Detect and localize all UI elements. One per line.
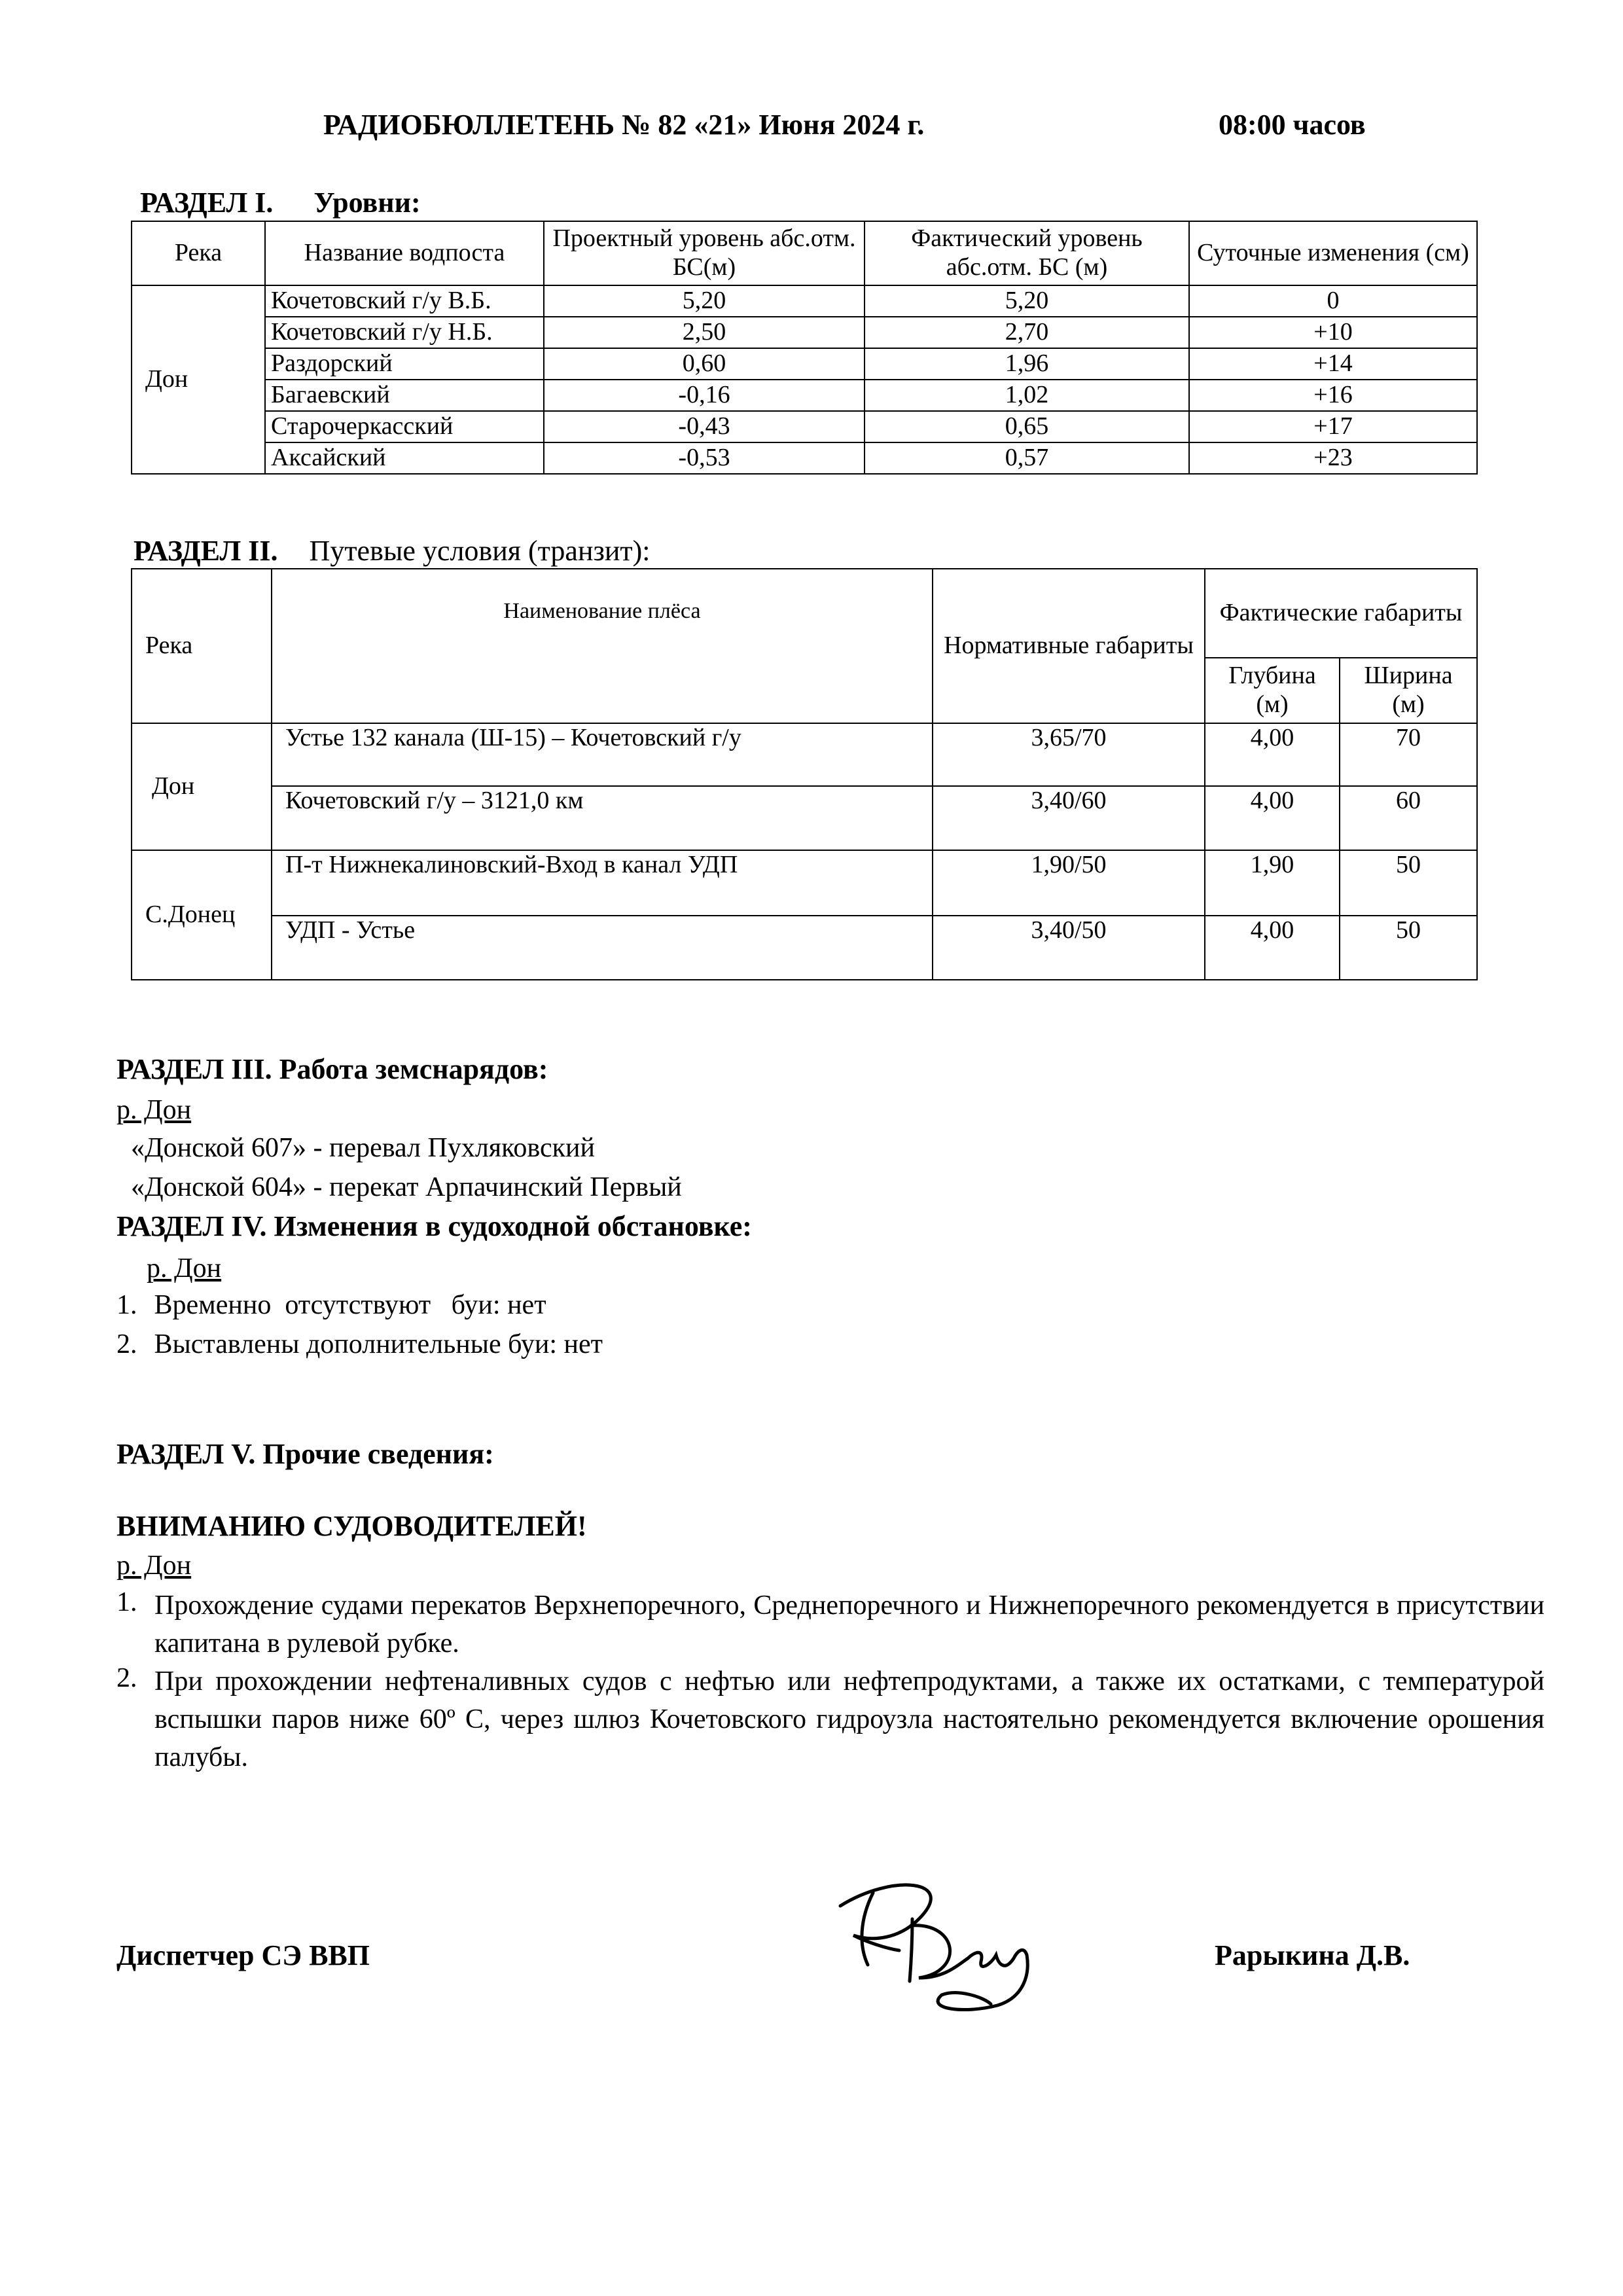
item-text: Выставлены дополнительные буи: нет <box>154 1329 603 1359</box>
actual-depth: 1,90 <box>1205 850 1340 916</box>
river-cell: С.Донец <box>132 850 272 980</box>
table-row <box>132 380 1477 411</box>
section3-river: р. Дон <box>116 1095 192 1125</box>
section1-subtitle: Уровни: <box>313 187 421 219</box>
table-row <box>132 317 1477 348</box>
design-level: -0,16 <box>544 380 865 411</box>
signer-position: Диспетчер СЭ ВВП <box>116 1939 370 1971</box>
item-number: 1. <box>116 1587 137 1617</box>
dredger-item: «Донской 604» - перекат Арпачинский Первый <box>131 1172 682 1202</box>
col-design-level: Проектный уровень абс.отм. БС(м) <box>544 221 865 285</box>
actual-level: 5,20 <box>865 285 1189 317</box>
design-level: 5,20 <box>544 285 865 317</box>
daily-change: +16 <box>1189 380 1477 411</box>
col-river: Река <box>132 569 272 723</box>
bulletin-time: 08:00 часов <box>1219 109 1366 141</box>
section2-heading <box>134 534 651 567</box>
reach-name: Кочетовский г/у – 3121,0 км <box>272 786 933 850</box>
actual-depth: 4,00 <box>1205 723 1340 786</box>
table-row <box>132 850 1477 916</box>
item-number: 1. <box>116 1290 137 1320</box>
post-name: Старочеркасский <box>265 411 544 442</box>
list-item <box>116 1329 603 1360</box>
col-daily-change: Суточные изменения (см) <box>1189 221 1477 285</box>
post-name: Кочетовский г/у Н.Б. <box>265 317 544 348</box>
normative-size: 3,65/70 <box>933 723 1205 786</box>
post-name: Раздорский <box>265 348 544 380</box>
actual-depth: 4,00 <box>1205 916 1340 980</box>
normative-size: 3,40/60 <box>933 786 1205 850</box>
section1-heading <box>140 186 421 219</box>
col-reach: Наименование плёса <box>272 569 933 723</box>
col-actual: Фактические габариты <box>1205 569 1477 658</box>
table-row <box>132 916 1477 980</box>
list-item <box>116 1662 1544 1776</box>
normative-size: 3,40/50 <box>933 916 1205 980</box>
table-row <box>132 723 1477 786</box>
normative-size: 1,90/50 <box>933 850 1205 916</box>
river-cell: Дон <box>132 285 265 474</box>
section3-heading: РАЗДЕЛ III. Работа земснарядов: <box>116 1053 548 1085</box>
design-level: -0,43 <box>544 411 865 442</box>
table-row <box>132 348 1477 380</box>
table-row <box>132 786 1477 850</box>
actual-level: 0,57 <box>865 442 1189 474</box>
table-row <box>132 285 1477 317</box>
list-item <box>116 1587 1544 1662</box>
section1-title: РАЗДЕЛ I. <box>140 187 274 219</box>
col-river: Река <box>132 221 265 285</box>
table-row <box>132 442 1477 474</box>
section4-heading: РАЗДЕЛ IV. Изменения в судоходной обстановке: <box>116 1210 752 1242</box>
actual-level: 1,96 <box>865 348 1189 380</box>
item-number: 2. <box>116 1663 137 1693</box>
design-level: 0,60 <box>544 348 865 380</box>
item-number: 2. <box>116 1329 137 1359</box>
reach-name: Устье 132 канала (Ш-15) – Кочетовский г/у <box>272 723 933 786</box>
col-width: Ширина (м) <box>1340 658 1477 723</box>
actual-width: 50 <box>1340 916 1477 980</box>
section5-heading: РАЗДЕЛ V. Прочие сведения: <box>116 1438 494 1470</box>
waterway-table <box>131 568 1478 980</box>
dredger-item: «Донской 607» - перевал Пухляковский <box>131 1133 595 1163</box>
post-name: Аксайский <box>265 442 544 474</box>
actual-level: 2,70 <box>865 317 1189 348</box>
design-level: -0,53 <box>544 442 865 474</box>
col-actual-level: Фактический уровень абс.отм. БС (м) <box>865 221 1189 285</box>
bulletin-title: РАДИОБЮЛЛЕТЕНЬ № 82 «21» Июня 2024 г. <box>323 109 925 141</box>
design-level: 2,50 <box>544 317 865 348</box>
table-row <box>132 411 1477 442</box>
daily-change: +23 <box>1189 442 1477 474</box>
col-depth: Глубина (м) <box>1205 658 1340 723</box>
daily-change: +17 <box>1189 411 1477 442</box>
item-text: Временно отсутствуют буи: нет <box>154 1290 546 1320</box>
signature-image <box>827 1867 1076 2017</box>
actual-width: 70 <box>1340 723 1477 786</box>
levels-table <box>131 221 1478 475</box>
attention-river: р. Дон <box>116 1551 192 1581</box>
col-post: Название водпоста <box>265 221 544 285</box>
section2-title: РАЗДЕЛ II. <box>134 535 278 567</box>
col-normative: Нормативные габариты <box>933 569 1205 723</box>
levels-header-row <box>132 221 1477 285</box>
actual-level: 1,02 <box>865 380 1189 411</box>
daily-change: +14 <box>1189 348 1477 380</box>
daily-change: 0 <box>1189 285 1477 317</box>
signer-name: Рарыкина Д.В. <box>1215 1939 1410 1971</box>
item-text: Прохождение судами перекатов Верхнепоречного, Среднепоречного и Нижнепоречного рекомендуется в присутствии капитана в рулевой рубке. <box>154 1590 1544 1659</box>
reach-name: П-т Нижнекалиновский-Вход в канал УДП <box>272 850 933 916</box>
item-text: При прохождении нефтеналивных судов с нефтью или нефтепродуктами, а также их остатками, с температурой вспышки паров ниже 60º С, через шлюз Кочетовского гидроузла настоятельно рекомендуется включение орошения палубы. <box>154 1666 1544 1772</box>
section2-subtitle: Путевые условия (транзит): <box>309 535 651 567</box>
river-cell: Дон <box>132 723 272 850</box>
actual-level: 0,65 <box>865 411 1189 442</box>
waterway-header-row <box>132 569 1477 658</box>
actual-width: 50 <box>1340 850 1477 916</box>
actual-width: 60 <box>1340 786 1477 850</box>
list-item <box>116 1289 546 1321</box>
attention-heading: ВНИМАНИЮ СУДОВОДИТЕЛЕЙ! <box>116 1510 587 1542</box>
actual-depth: 4,00 <box>1205 786 1340 850</box>
post-name: Багаевский <box>265 380 544 411</box>
reach-name: УДП - Устье <box>272 916 933 980</box>
post-name: Кочетовский г/у В.Б. <box>265 285 544 317</box>
daily-change: +10 <box>1189 317 1477 348</box>
section4-river: р. Дон <box>147 1253 222 1283</box>
